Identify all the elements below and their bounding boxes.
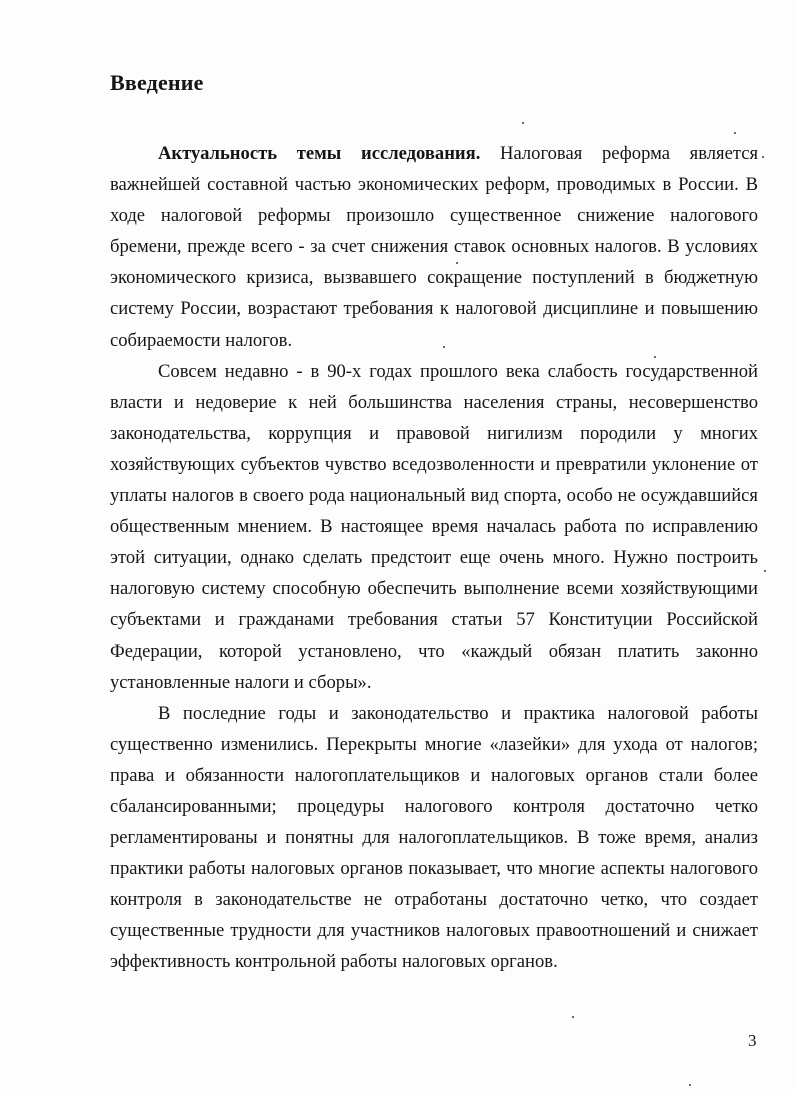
scan-speck — [522, 122, 524, 124]
scan-speck — [764, 570, 766, 572]
paragraph-text: Налоговая реформа является важнейшей составной частью экономических реформ, проводимых в России. В ходе налоговой реформы произошло существенное снижение налогового бремени, прежде всего - за счет снижения ставок основных налогов. В условиях экономического кризиса, вызвавшего сокращение поступлений в бюджетную систему России, возрастают требования к налоговой дисциплине и повышению собираемости налогов. — [110, 143, 758, 351]
scan-speck — [456, 262, 458, 264]
paragraph-lead: Актуальность темы исследования. — [158, 143, 481, 164]
scan-speck — [762, 156, 764, 158]
scan-speck — [689, 1084, 691, 1086]
page-number: 3 — [748, 1031, 757, 1050]
paragraph-history: Совсем недавно - в 90-х годах прошлого века слабость государственной власти и недоверие к ней большинства населения страны, несовершенство законодательства, коррупция и правовой нигилизм породили у многих хозяйствующих субъектов чувство вседозволенности и превратили уклонение от уплаты налогов в своего рода национальный вид спорта, особо не осуждавшийся общественным мнением. В настоящее время началась работа по исправлению этой ситуации, однако сделать предстоит еще очень много. Нужно построить налоговую систему способную обеспечить выполнение всеми хозяйствующими субъектами и гражданами требования статьи 57 Конституции Российской Федерации, которой установлено, что «каждый обязан платить законно установленные налоги и сборы». — [110, 360, 758, 693]
scan-speck — [443, 346, 445, 348]
paragraph-relevance — [110, 138, 758, 356]
scan-speck — [734, 132, 736, 134]
document-body — [110, 138, 758, 978]
paragraph-recent-changes: В последние годы и законодательство и практика налоговой работы существенно изменились. Перекрыты многие «лазейки» для ухода от налогов; права и обязанности налогоплательщиков и налоговых органов стали более сбалансированными; процедуры налогового контроля достаточно четко регламентированы и понятны для налогоплательщиков. В тоже время, анализ практики работы налоговых органов показывает, что многие аспекты налогового контроля в законодательстве не отработаны достаточно четко, что создает существенные трудности для участников налоговых правоотношений и снижает эффективность контрольной работы налоговых органов. — [110, 702, 758, 973]
scan-speck — [572, 1016, 574, 1018]
page-heading: Введение — [110, 70, 204, 95]
scan-speck — [654, 356, 656, 358]
